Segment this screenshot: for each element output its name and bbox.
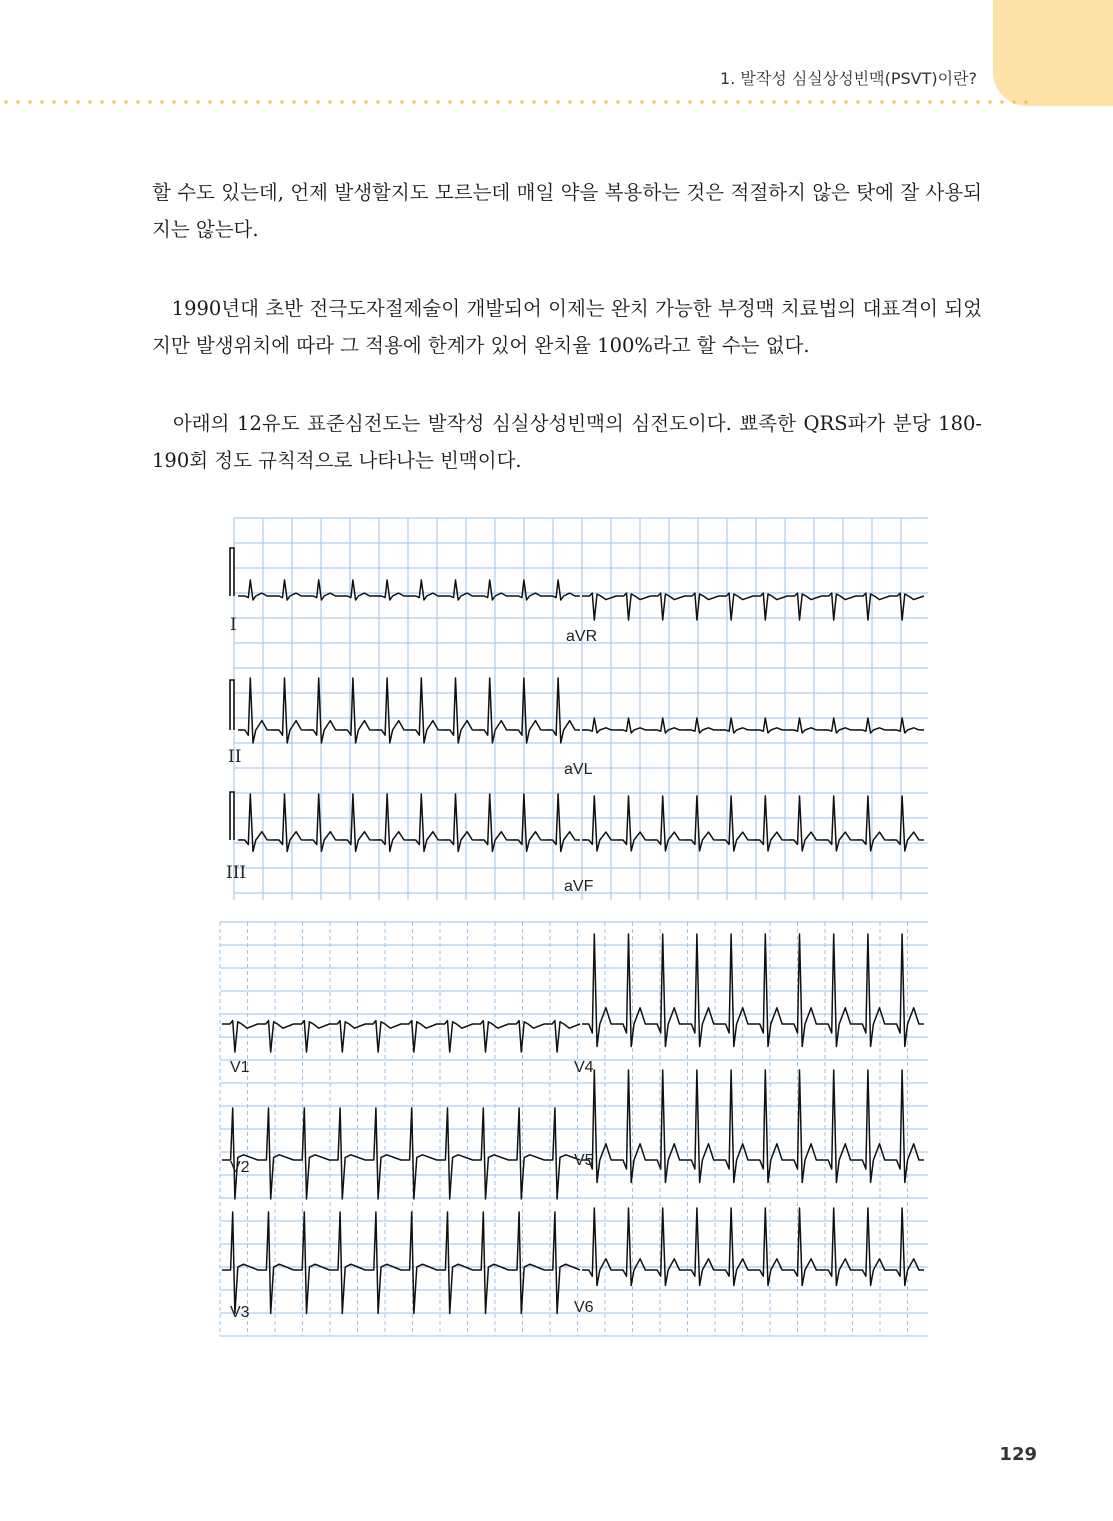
lead-label-II: II: [228, 747, 242, 767]
paragraph-1: 할 수도 있는데, 언제 발생할지도 모르는데 매일 약을 복용하는 것은 적절하지 않은 탓에 잘 사용되지는 않는다.: [152, 181, 982, 241]
calibration-pulse-3: [230, 792, 234, 840]
lead-label-aVL: aVL: [564, 761, 593, 778]
lead-label-V6: V6: [574, 1299, 594, 1316]
running-header: 1. 발작성 심실상성빈맥(PSVT)이란?: [720, 69, 977, 88]
ecg-trace-aVR: [582, 593, 924, 620]
ecg-trace-V1: [222, 1021, 580, 1052]
ecg-trace-V5: [582, 1070, 924, 1183]
ecg-trace-V6: [582, 1208, 924, 1286]
lead-label-V4: V4: [574, 1059, 594, 1076]
calibration-pulse-1: [230, 548, 234, 596]
dotted-divider: [0, 100, 1035, 104]
lead-label-III: III: [226, 863, 247, 883]
lead-label-V2: V2: [230, 1159, 250, 1176]
ecg-trace-aVL: [582, 718, 924, 733]
lead-label-V1: V1: [230, 1059, 250, 1076]
ecg-grid-chest: [220, 922, 928, 1336]
ecg-trace-V2: [222, 1108, 580, 1199]
lead-label-aVR: aVR: [566, 628, 598, 645]
ecg-trace-V4: [582, 934, 924, 1047]
page-number: 129: [999, 1444, 1037, 1465]
ecg-12-lead-chart: [216, 510, 928, 1340]
paragraph-3: 아래의 12유도 표준심전도는 발작성 심실상성빈맥의 심전도이다. 뾰족한 QRS파가 분당 180-190회 정도 규칙적으로 나타나는 빈맥이다.: [152, 412, 982, 472]
paragraph-2: 1990년대 초반 전극도자절제술이 개발되어 이제는 완치 가능한 부정맥 치료법의 대표격이 되었지만 발생위치에 따라 그 적용에 한계가 있어 완치율 100%라고 할 수는 없다.: [152, 297, 982, 357]
ecg-figure: [216, 510, 928, 1340]
ecg-traces: [222, 548, 924, 1314]
lead-label-V3: V3: [230, 1304, 250, 1321]
ecg-trace-V3: [222, 1212, 580, 1314]
corner-tab: [993, 0, 1113, 106]
calibration-pulse-2: [230, 680, 234, 730]
lead-label-V5: V5: [574, 1152, 594, 1169]
lead-label-I: I: [230, 615, 237, 635]
lead-label-aVF: aVF: [564, 878, 594, 895]
ecg-trace-I: [238, 580, 580, 600]
ecg-grid-limb: [234, 518, 928, 900]
ecg-trace-II: [238, 678, 580, 743]
